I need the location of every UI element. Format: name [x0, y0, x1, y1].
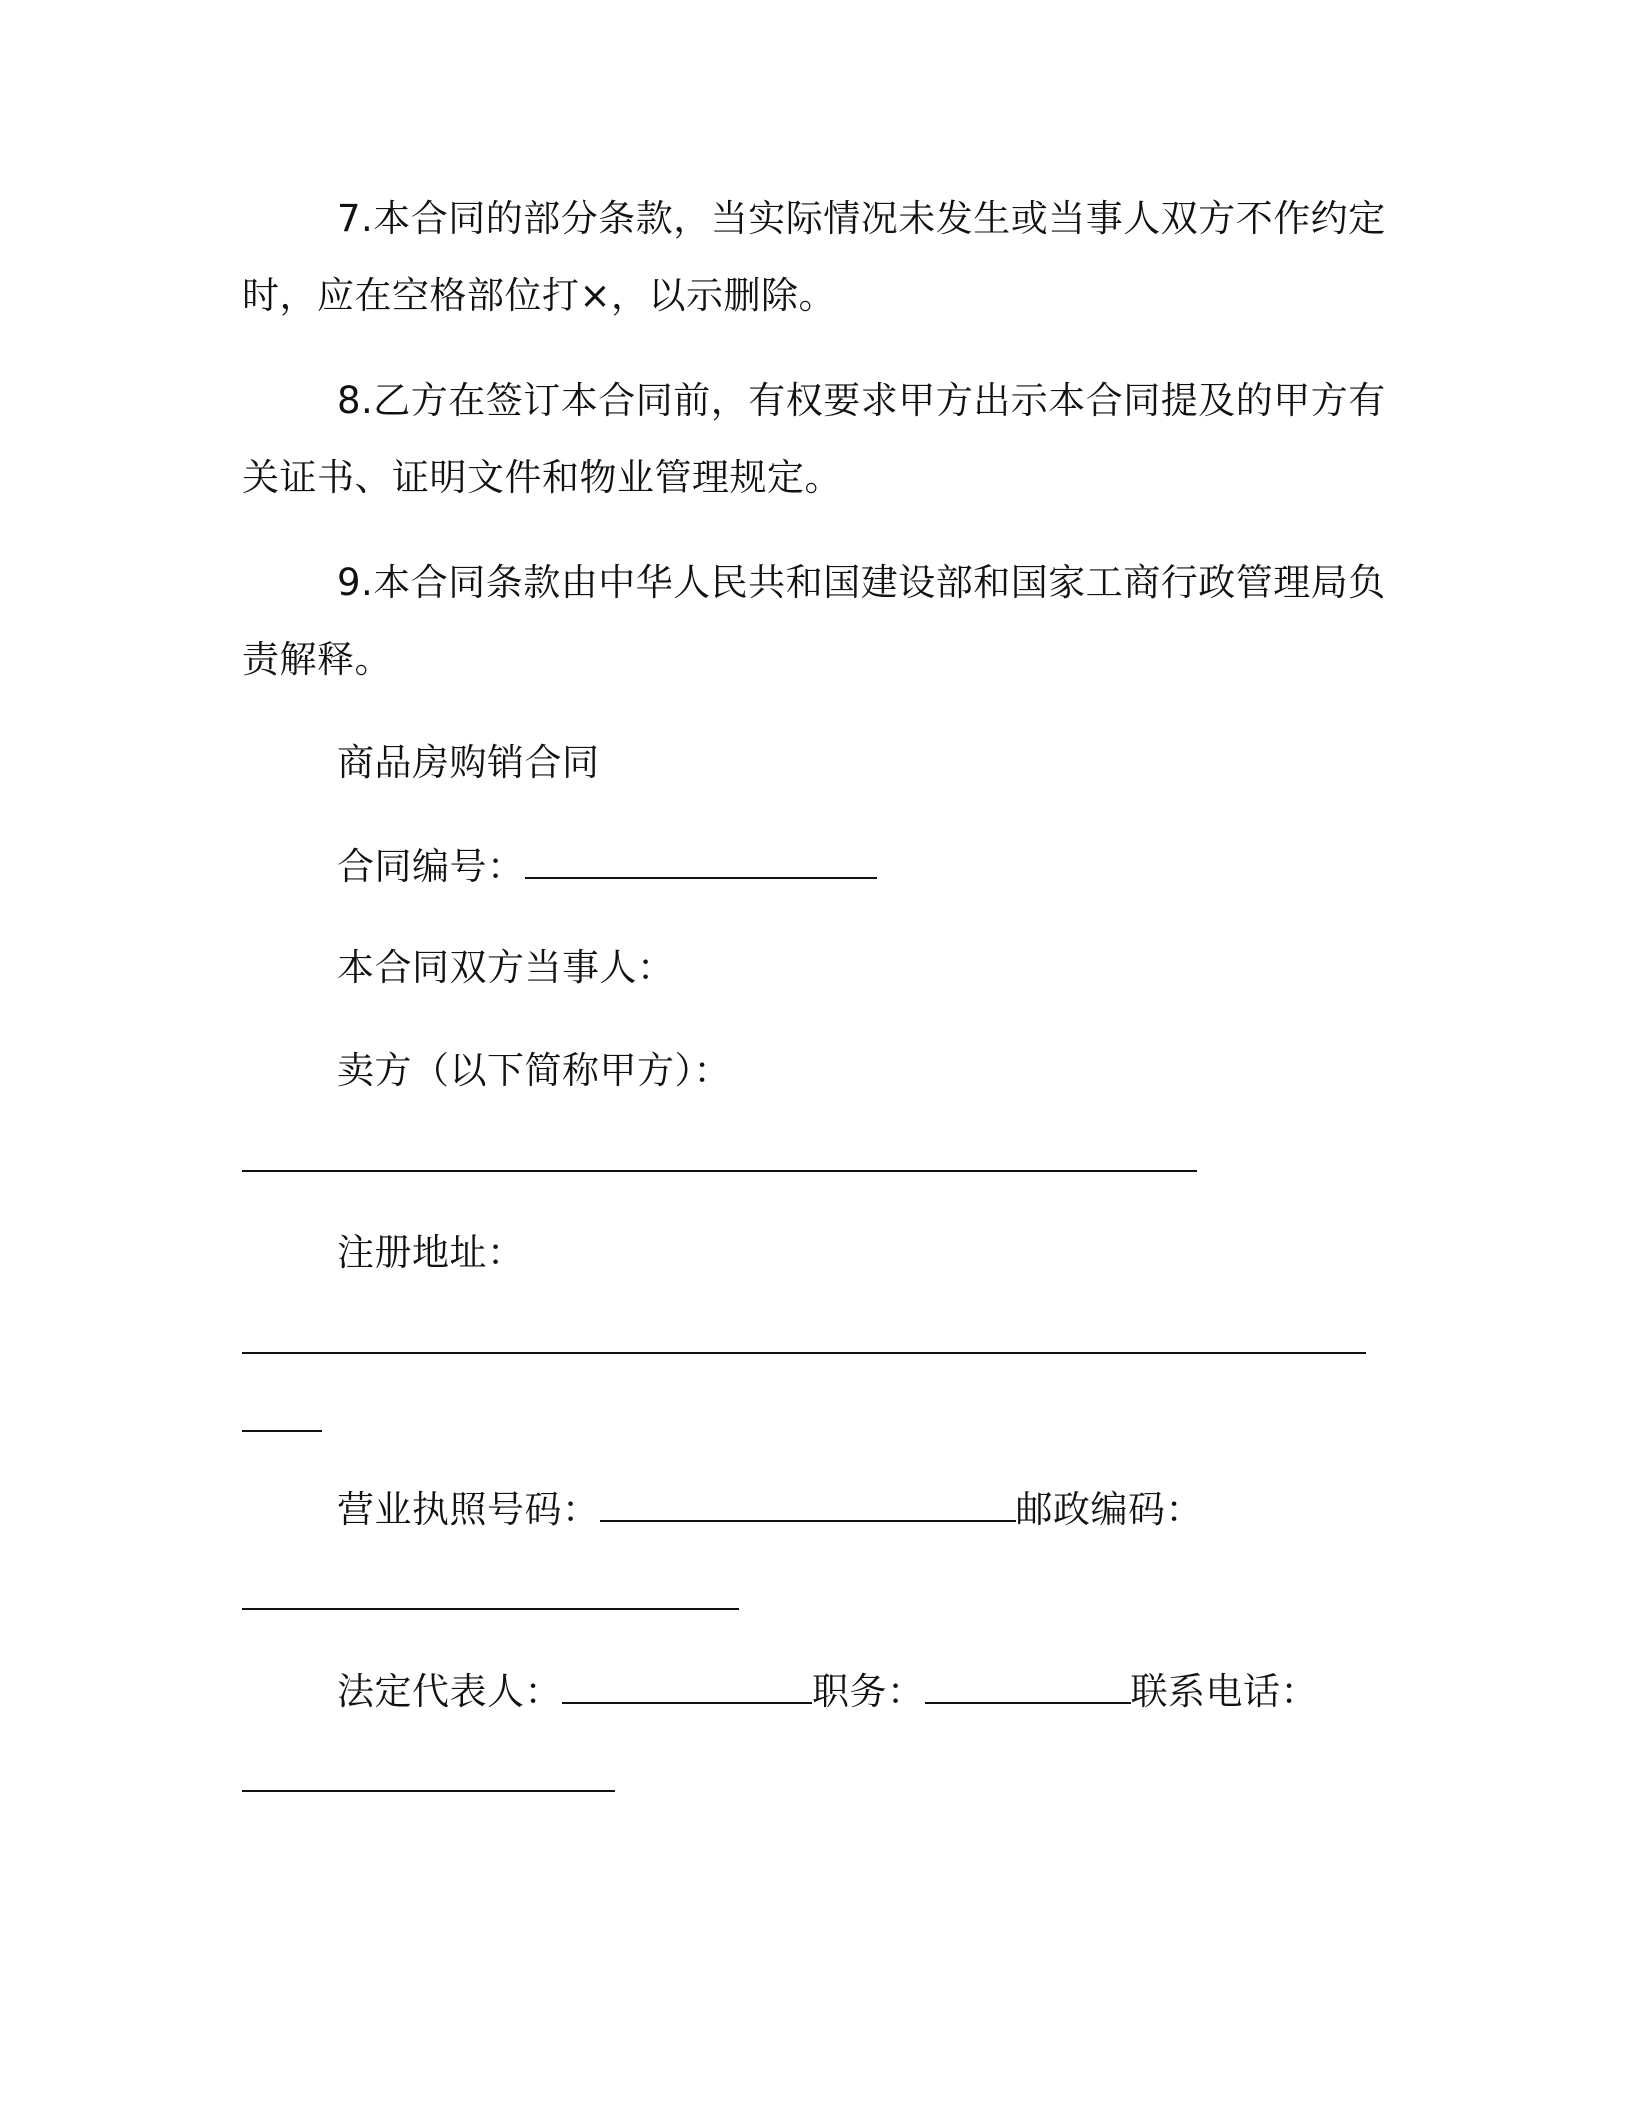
phone-blank[interactable] [242, 1790, 615, 1792]
clause-7-line-1: 7.本合同的部分条款，当实际情况未发生或当事人双方不作约定 [337, 197, 1386, 240]
license-label: 营业执照号码： [337, 1488, 600, 1531]
contract-no-label: 合同编号： [337, 845, 525, 888]
parties-label: 本合同双方当事人： [337, 946, 675, 989]
address-label: 注册地址： [337, 1231, 525, 1274]
clause-7-line-2: 时，应在空格部位打×，以示删除。 [242, 274, 837, 317]
contract-no-row [337, 843, 1477, 890]
address-blank-line-2[interactable] [242, 1430, 322, 1432]
phone-label: 联系电话： [1130, 1670, 1318, 1713]
clause-8-line-2: 关证书、证明文件和物业管理规定。 [242, 456, 842, 499]
clause-8-line-1: 8.乙方在签订本合同前，有权要求甲方出示本合同提及的甲方有 [337, 379, 1386, 422]
seller-name-blank[interactable] [242, 1170, 1197, 1172]
license-blank[interactable] [600, 1486, 1016, 1522]
contract-title: 商品房购销合同 [337, 741, 600, 784]
legal-rep-blank[interactable] [562, 1668, 812, 1704]
clause-9-line-2: 责解释。 [242, 638, 392, 681]
address-blank-line-1[interactable] [242, 1352, 1366, 1354]
position-label: 职务： [812, 1670, 925, 1713]
seller-label: 卖方（以下简称甲方）： [337, 1049, 731, 1092]
postcode-label: 邮政编码： [1015, 1488, 1203, 1531]
position-blank[interactable] [925, 1668, 1131, 1704]
legal-rep-label: 法定代表人： [337, 1670, 562, 1713]
legal-rep-row [337, 1668, 1477, 1715]
postcode-blank[interactable] [242, 1608, 739, 1610]
license-postcode-row [337, 1486, 1477, 1533]
clause-9-line-1: 9.本合同条款由中华人民共和国建设部和国家工商行政管理局负 [337, 561, 1386, 604]
contract-no-blank[interactable] [525, 843, 877, 879]
